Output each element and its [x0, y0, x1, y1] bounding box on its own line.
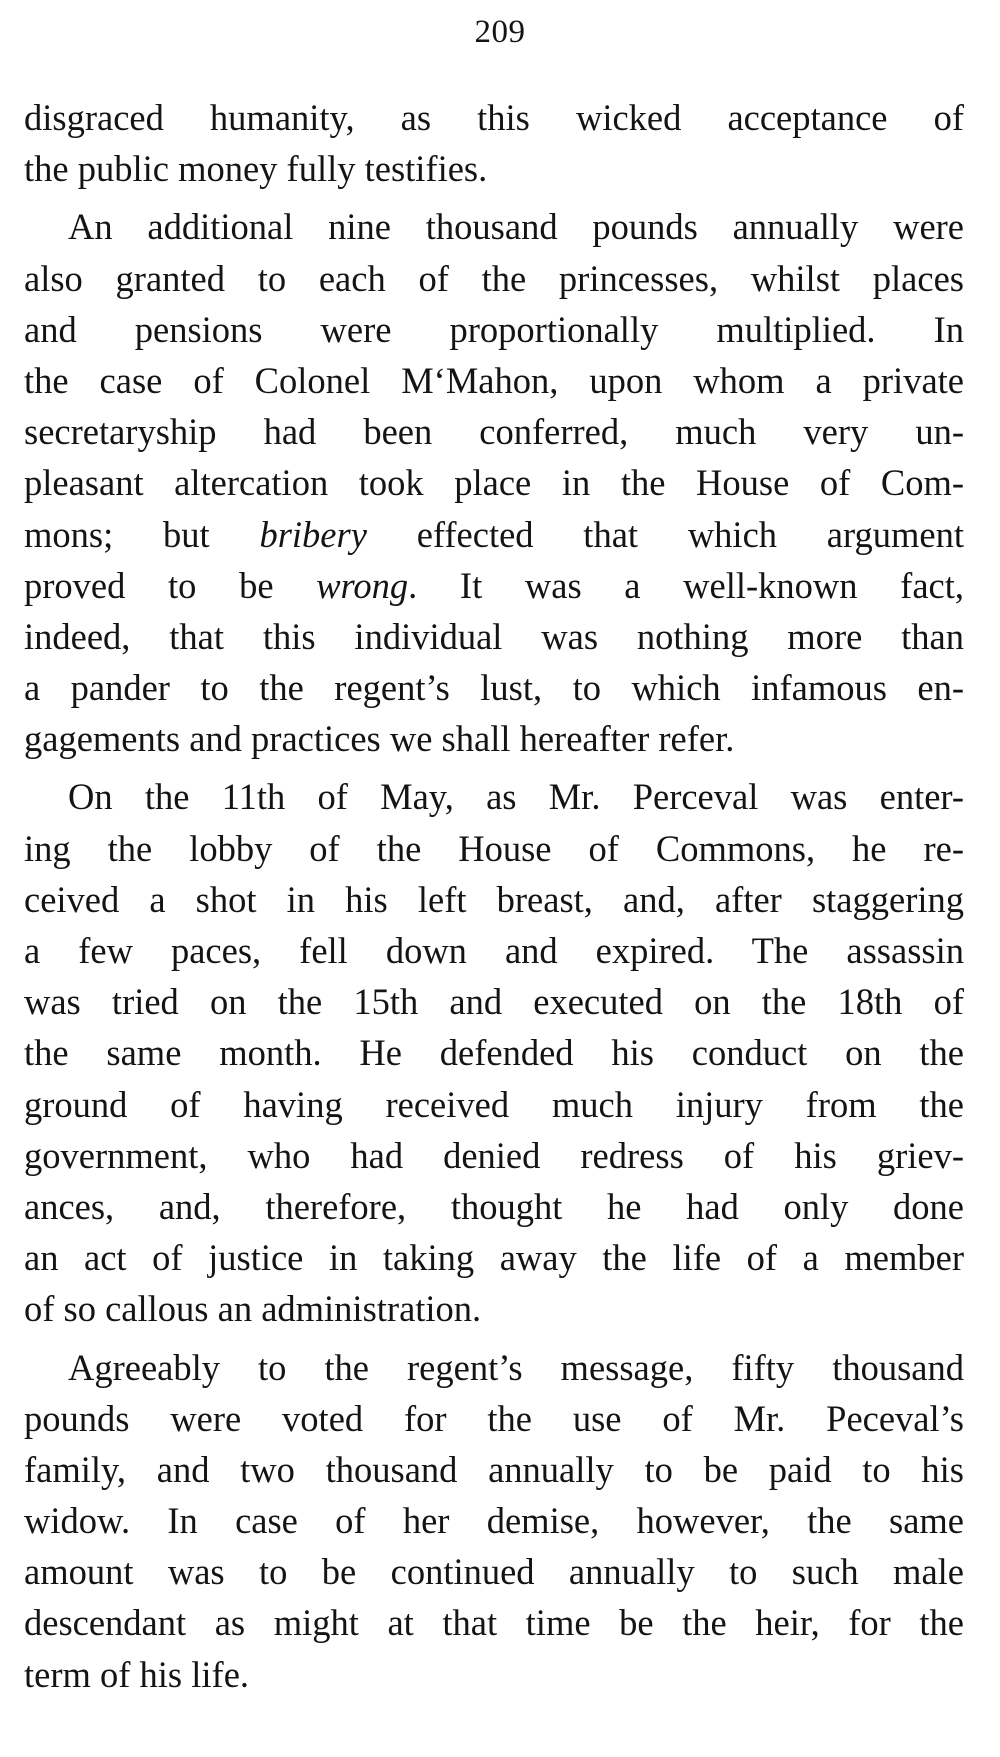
text-line: the case of Colonel M‘Mahon, upon whom a private: [24, 359, 964, 401]
text-line: of so callous an administration.: [24, 1288, 482, 1330]
paragraph-3: [24, 771, 964, 1334]
italic-word: wrong: [316, 564, 409, 606]
text-line: government, who had denied redress of his griev-: [24, 1134, 964, 1176]
paragraph-gap: [24, 1335, 964, 1342]
body-text: [24, 92, 964, 1700]
text-line: ground of having received much injury from the: [24, 1083, 964, 1125]
text-line: the same month. He defended his conduct on the: [24, 1032, 964, 1074]
text-line: an act of justice in taking away the life of a member: [24, 1237, 964, 1279]
text-line: disgraced humanity, as this wicked acceptance of: [24, 97, 964, 138]
text-line: and pensions were proportionally multiplied. In: [24, 308, 964, 350]
text-line: ceived a shot in his left breast, and, after staggering: [24, 878, 964, 920]
text-line: An additional nine thousand pounds annually were: [68, 206, 964, 248]
page-number: 209: [474, 14, 526, 50]
paragraph-1: [24, 92, 964, 194]
paragraph-4: [24, 1342, 964, 1700]
paragraph-gap: [24, 194, 964, 201]
text-line: descendant as might at that time be the heir, for the: [24, 1602, 964, 1644]
text-line: widow. In case of her demise, however, the same: [24, 1500, 964, 1542]
text-line: gagements and practices we shall hereafter refer.: [24, 718, 735, 760]
text-line: a few paces, fell down and expired. The assassin: [24, 930, 964, 971]
text-line: was tried on the 15th and executed on the 18th of: [24, 981, 964, 1023]
text-line: secretaryship had been conferred, much very un-: [24, 411, 964, 453]
text-line: pleasant altercation took place in the House of Com-: [24, 462, 964, 504]
text-line: Agreeably to the regent’s message, fifty thousand: [68, 1346, 964, 1388]
italic-word: bribery: [259, 513, 367, 555]
text-line: amount was to be continued annually to such male: [24, 1551, 964, 1593]
text-line: mons; but bribery effected that which argument: [24, 513, 964, 555]
text-line: term of his life.: [24, 1653, 250, 1695]
text-line: proved to be wrong. It was a well-known fact,: [24, 564, 965, 606]
text-line: On the 11th of May, as Mr. Perceval was enter-: [68, 776, 964, 818]
text-line: ances, and, therefore, thought he had only done: [24, 1185, 964, 1227]
text-line: indeed, that this individual was nothing more than: [24, 615, 964, 657]
text-line: ing the lobby of the House of Commons, he re-: [24, 827, 964, 869]
text-line: family, and two thousand annually to be paid to his: [24, 1448, 964, 1490]
text-line: pounds were voted for the use of Mr. Peceval’s: [24, 1397, 964, 1439]
paragraph-gap: [24, 764, 964, 771]
paragraph-2: [24, 201, 964, 764]
text-line: a pander to the regent’s lust, to which infamous en-: [24, 667, 964, 709]
text-line: also granted to each of the princesses, whilst places: [24, 257, 964, 299]
text-line: the public money fully testifies.: [24, 148, 488, 190]
